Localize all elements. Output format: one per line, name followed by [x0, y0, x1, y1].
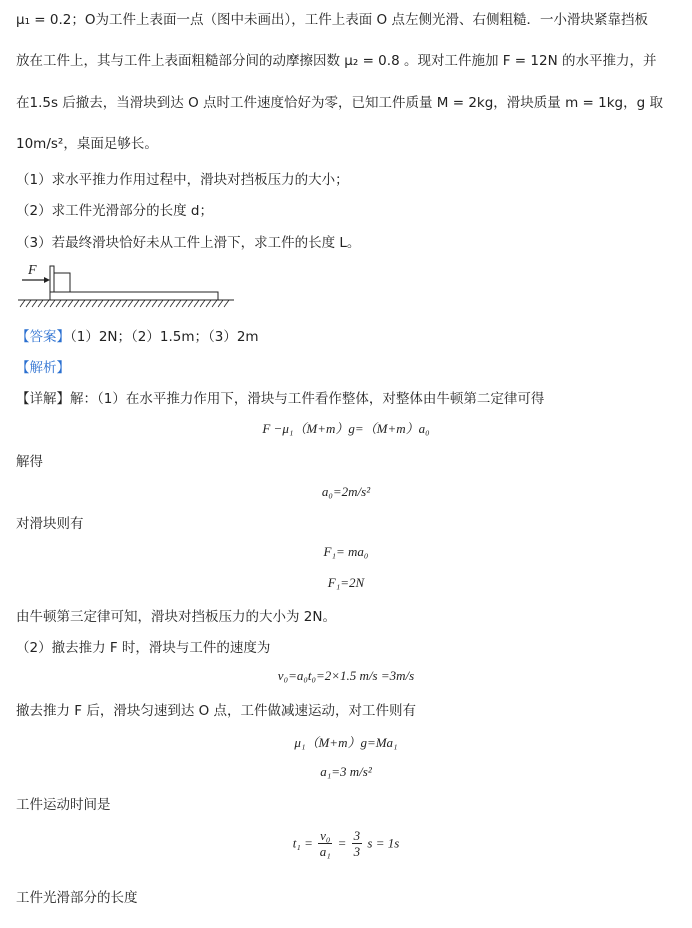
answer-label: 【答案】	[16, 329, 70, 345]
question-3: （3）若最终滑块恰好未从工件上滑下，求工件的长度 L。	[16, 235, 361, 251]
equation-5: v₀=a₀t₀=2×1.5 m/s =3m/s	[277, 668, 415, 683]
problem-line-3: 在1.5s 后撤去，当滑块到达 O 点时工件速度恰好为零，已知工件质量 M = 2kg，滑块质量 m = 1kg，g 取	[16, 95, 663, 111]
fraction-3-3	[352, 828, 363, 859]
equation-1: F −μ₁（M+m）g=（M+m）a₀	[262, 421, 430, 436]
problem-line-1: μ₁ = 0.2；O为工件上表面一点（图中未画出），工件上表面 O 点左侧光滑、右侧粗糙．一小滑块紧靠挡板	[16, 12, 648, 28]
equation-2: a₀=2m/s²	[321, 484, 371, 499]
question-2: （2）求工件光滑部分的长度 d；	[16, 203, 213, 219]
after-removal-text: 撤去推力 F 后，滑块匀速到达 O 点，工件做减速运动，对工件则有	[16, 703, 417, 719]
fraction-numerator: 3	[353, 828, 361, 843]
fraction-v0-a1	[318, 828, 332, 859]
problem-line-4: 10m/s²，桌面足够长。	[16, 136, 158, 152]
fraction-denominator: 3	[353, 844, 361, 859]
newton-third-law-text: 由牛顿第三定律可知，滑块对挡板压力的大小为 2N。	[16, 609, 336, 625]
baffle	[50, 266, 54, 292]
detail-intro: 解：（1）在水平推力作用下，滑块与工件看作整体，对整体由牛顿第二定律可得	[70, 391, 545, 407]
problem-line-2: 放在工件上，其与工件上表面粗糙部分间的动摩擦因数 μ₂ = 0.8 。现对工件施加 F = 12N 的水平推力，并	[16, 53, 657, 69]
slider-text: 对滑块则有	[16, 516, 84, 532]
question-1: （1）求水平推力作用过程中，滑块对挡板压力的大小；	[16, 172, 349, 188]
answer-text: （1）2N；（2）1.5m；（3）2m	[70, 329, 259, 345]
detail-label: 【详解】	[16, 391, 70, 407]
time-text: 工件运动时间是	[16, 797, 111, 813]
eq8-lhs: t₁ =	[292, 835, 313, 851]
eq8-equals: =	[337, 835, 347, 851]
table-hatching	[20, 300, 229, 307]
analysis-label: 【解析】	[16, 360, 70, 376]
workpiece	[50, 292, 218, 300]
equation-3: F₁= ma₀	[323, 544, 369, 559]
smooth-length-text: 工件光滑部分的长度	[16, 890, 138, 906]
equation-8	[0, 828, 692, 859]
force-label: F	[28, 263, 37, 278]
fraction-numerator: v₀	[320, 828, 331, 843]
part2-text: （2）撤去推力 F 时，滑块与工件的速度为	[16, 640, 271, 656]
answer-line	[16, 325, 259, 345]
equation-7: a₁=3 m/s²	[320, 764, 372, 779]
slider-block	[54, 273, 70, 292]
equation-6: μ₁（M+m）g=Ma₁	[294, 735, 398, 750]
solve-text: 解得	[16, 454, 43, 470]
setup-figure	[16, 260, 246, 310]
fraction-denominator: a₁	[319, 844, 331, 859]
detail-intro-line	[16, 387, 544, 407]
force-arrowhead	[44, 277, 50, 283]
equation-4: F₁=2N	[327, 575, 365, 590]
eq8-rhs: s = 1s	[367, 835, 400, 851]
